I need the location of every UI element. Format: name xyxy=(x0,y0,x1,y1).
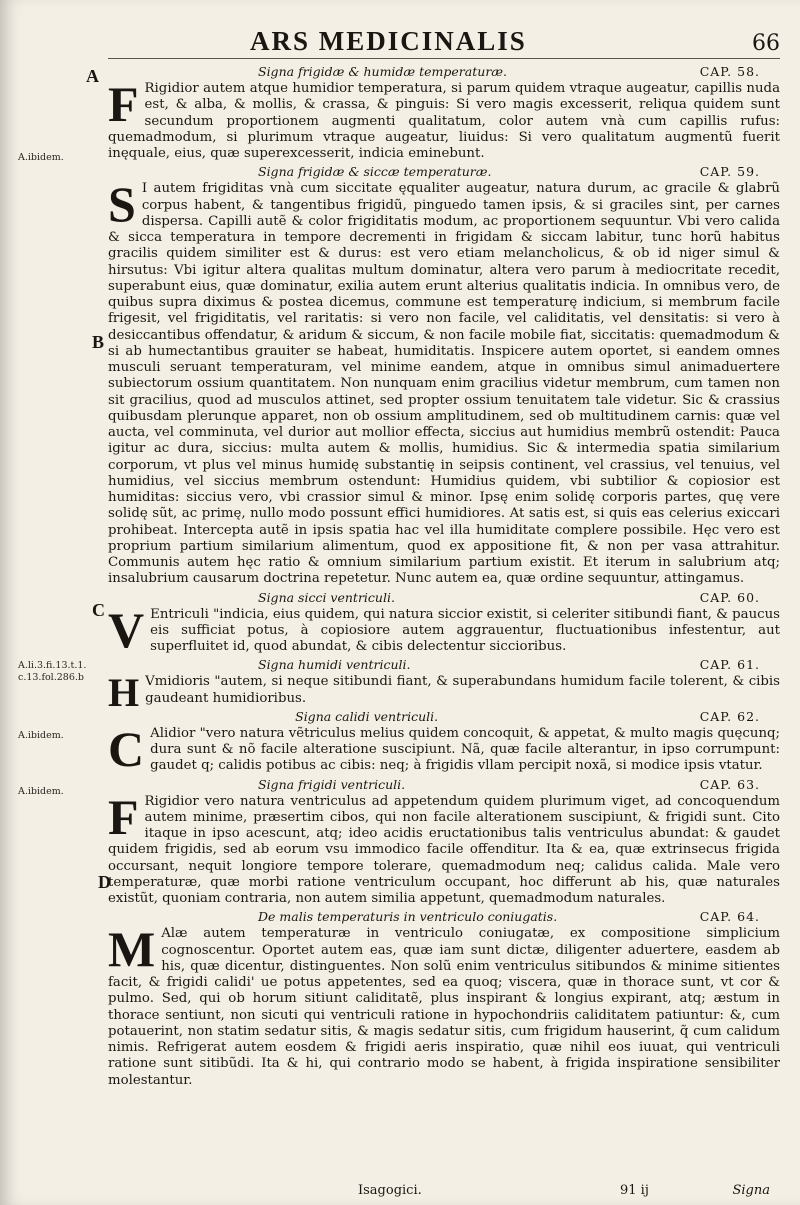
paragraph-text: Alæ autem temperaturæ in ventriculo coniugatæ, ex compositione simplicium cognoscentur. Oportet autem eas, quæ iam sunt dictæ, diligenter aduertere, easdem ab his, quæ dicentur, distinguentes. Non solũ enim ventriculus sitibundos & minime sitientes facit, & frigidi calidi' ue potus appetentes, sed ea quoq; viscera, quæ in thorace sunt, vt cor & pulmo. Sed, qui ob horum sitiunt caliditatẽ, plus inspirant & longius expirant, atq; æstum in thorace sentiunt, non sicuti qui ventriculi ratione in hypochondriis caliditatem patiuntur: &, cum potauerint, non statim sedatur sitis, & magis sedatur sitis, cum frigidum hauserint, q̃ cum calidum nimis. Refrigerat autem eosdem & frigidi aeris inspiratio, quæ nihil eos iuuat, qui ventriculi ratione sunt sitibũdi. Ita & hi, qui contrario modo se habent, à frigida inspiratione sensibiliter molestantur. xyxy=(108,926,780,1088)
paragraph-text: Vmidioris "autem, si neque sitibundi fiant, & superabundans humidum facile tolerent, & cibis gaudeant humidioribus. xyxy=(145,674,780,706)
margin-letter-a: A xyxy=(86,66,99,86)
chapter-paragraph xyxy=(108,176,780,587)
drop-cap: M xyxy=(108,921,156,978)
margin-note-ibidem-1: A.ibidem. xyxy=(18,152,64,163)
footer-title: Isagogici. xyxy=(358,1183,422,1198)
margin-letter-b: B xyxy=(92,332,105,352)
chapter-number: CAP. 64. xyxy=(699,909,760,925)
chapter-title: Signa frigidi ventriculi. xyxy=(258,776,406,792)
chapter-title: De malis temperaturis in ventriculo coniugatis. xyxy=(258,909,558,925)
folio-number: 66 xyxy=(752,31,780,56)
chapter-number: CAP. 62. xyxy=(699,708,760,724)
margin-note-ibidem-2: A.ibidem. xyxy=(18,730,64,741)
chapter-title: Signa frigidæ & humidæ temperaturæ. xyxy=(258,64,508,79)
margin-note-reference: A.li.3.fi.13.t.1. c.13.fol.286.b xyxy=(18,660,87,683)
paragraph-text: Rigidior vero natura ventriculus ad appetendum quidem plurimum viget, ad concoquendum autem minime, præsertim cibos, qui non facile alterationem suscipiunt, & frigidi sunt. Cito itaque in ipso acescunt, atq; ideo acidis eructationibus talis ventriculus abundat: & gaudet quidem frigidis, sed ab eorum vsu immodico facile offenditur. Ita & ea, quæ extrinsecus frigida occursant, nequit longiore tempore tolerare, quemadmodum neq; calidus calida. Male vero temperaturæ, quæ morbi ratione ventriculum occupant, hoc differunt ab his, quæ naturales existũt, quoniam contraria, non autem similia appetunt, quemadmodum naturales. xyxy=(108,793,780,906)
chapter-number: CAP. 63. xyxy=(699,776,760,792)
drop-cap: F xyxy=(108,788,139,845)
chapter-number: CAP. 61. xyxy=(699,657,760,673)
page-header xyxy=(250,26,790,57)
chapter-heading xyxy=(108,590,780,606)
paragraph-text: I autem frigiditas vnà cum siccitate ęqualiter augeatur, natura durum, ac gracile & glabrũ corpus habent, & tangentibus frigidũ, pinguedo tamen ipsis, & si graciles sint, per carnes dispersa. Capilli autẽ & color frigiditatis modum, ac proportionem sequuntur. Vbi vero calida & sicca temperatura in tempore decrementi in frigidam & siccam labitur, tunc horũ habitus gracilis quidem similiter est & durus: est vero etiam melancholicus, & ob id niger simul & hirsutus: Vbi igitur altera qualitas multum dominatur, altera vero parum à mediocritate recedit, superabunt eius, quæ dominatur, exilia autem erunt alterius qualitatis indicia. In omnibus vero, de quibus supra diximus & postea dicemus, commune est temperaturę indicium, si membrum facile frigesit, vel frigiditatis, vel raritatis: si vero non facile, vel caliditatis, vel densitatis: si vero à desiccantibus offendatur, & aridum & siccum, & non facile mobile fiat, siccitatis: quemadmodum & si ab humectantibus grauiter se habeat, humiditatis. Inspicere autem oportet, si eandem omnes musculi seruant temperaturam, vel minime eandem, atque in omnibus simul animaduertere subiectorum ossium quantitatem. Non nunquam enim gracilius videtur membrum, cum tamen non sit gracilius, quod ad musculos attinet, sed propter ossium tenuitatem tale videtur. Sic & crassius quibusdam plerunque apparet, non ob ossium amplitudinem, sed ob multitudinem carnis: quæ vel aucta, vel comminuta, vel durior aut mollior effecta, siccius aut humidius membrũ ostendit: Pauca igitur ac dura, siccius: multa autem & mollis, humidius. Sic & intermedia spatia similarium corporum, vt plus vel minus humidę substantię in seipsis continent, vel crassius, vel tenuius, vel humidius, vel siccius membrum ostendunt: Humidius quidem, vbi subtilior & copiosior est humiditas: siccius vero, vbi crassior simul & minor. Ipsę enim solidę corporis partes, quę vere solidę sũt, ac primę, nullo modo possunt effici humidiores. At satis est, si quis eas celerius exiccari prohibeat. Intercepta autẽ in ipsis spatia hac vel illa humiditate complere possibile. Hęc vero est proprium partium similarium alimentum, quod ex appositione fit, & non per vasa attrahitur. Communis autem hęc ratio & omnium similarium partium existit. Et iterum in salubrium atq; insalubrium causarum doctrina repetetur. Nunc autem ea, quæ ordine sequuntur, attingamus. xyxy=(108,181,780,587)
chapter-heading xyxy=(108,777,780,793)
margin-letter-c: C xyxy=(92,600,105,620)
chapter-paragraph xyxy=(108,601,780,658)
chapter-paragraph xyxy=(108,788,780,908)
chapter-heading xyxy=(108,657,780,673)
chapter-number: CAP. 59. xyxy=(699,164,760,180)
paragraph-text: Rigidior autem atque humidior temperatura, si parum quidem vtraque augeatur, capillis nuda est, & alba, & mollis, & crassa, & pinguis: Si vero magis excesserit, reliqua quidem sunt secundum proportionem augmenti qualitatum, color autem vnà cum capillis rufus: quemadmodum, si plurimum vtraque augeatur, liuidus: Si vero qualitatum augmentũ fuerit inęquale, eius, quæ superexcesserit, indicia eminebunt. xyxy=(108,81,780,161)
drop-cap: S xyxy=(108,176,136,233)
chapter-title: Signa calidi ventriculi. xyxy=(295,708,439,724)
chapter-number: CAP. 58. xyxy=(699,64,760,79)
chapter-title: Signa frigidæ & siccæ temperaturæ. xyxy=(258,164,492,180)
chapter-heading xyxy=(108,909,780,925)
drop-cap: H xyxy=(108,670,140,716)
running-title: ARS MEDICINALIS xyxy=(250,26,527,56)
signature-mark: 91 ij xyxy=(620,1183,649,1198)
chapter-heading xyxy=(108,64,780,80)
chapter-paragraph xyxy=(108,921,780,1089)
drop-cap: V xyxy=(108,601,145,658)
margin-letter-d: D xyxy=(98,872,111,892)
chapter-number: CAP. 60. xyxy=(699,589,760,605)
drop-cap: F xyxy=(108,76,139,132)
main-text-block xyxy=(108,62,780,1091)
chapter-title: Signa humidi ventriculi. xyxy=(258,657,411,673)
margin-note-ibidem-3: A.ibidem. xyxy=(18,786,64,797)
chapter-title: Signa sicci ventriculi. xyxy=(258,589,395,605)
chapter-heading xyxy=(145,709,780,725)
chapter-heading xyxy=(108,164,780,180)
paragraph-text: Entriculi "indicia, eius quidem, qui natura siccior existit, si celeriter sitibundi fiant, & paucus eis sufficiat potus, à copiosiore autem aggrauentur, fluctuationibus infestentur, aut superfluitet id, quod abundat, & cibis delectentur siccioribus. xyxy=(150,606,780,654)
header-rule xyxy=(108,58,780,59)
paragraph-text: Alidior "vero natura vẽtriculus melius quidem concoquit, & appetat, & multo magis quęcunq; dura sunt & nõ facile alteratione suscipiunt. Nã, quæ facile alterantur, in ipso corrumpunt: gaudet q; calidis potibus ac cibis: neq; à frigidis vllam percipit noxã, si modice ipsis vtatur. xyxy=(150,725,780,774)
drop-cap: C xyxy=(108,720,145,777)
chapter-paragraph xyxy=(108,720,780,777)
chapter-paragraph xyxy=(108,76,780,162)
catchword: Signa xyxy=(732,1183,770,1198)
